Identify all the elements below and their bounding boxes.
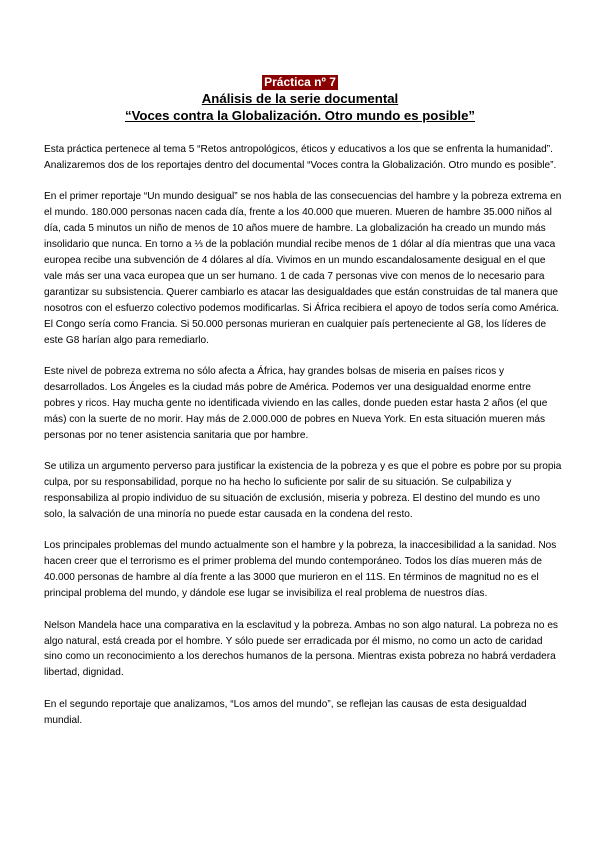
paragraph-rich-countries-poverty: Este nivel de pobreza extrema no sólo afecta a África, hay grandes bolsas de miseria en países ricos y desarrollados. Los Ángeles es la ciudad más pobre de América. Podemos ver una desigualdad enorme entre pobres y ricos. Hay mucha gente no identificada viviendo en las calles, donde pueden estar hasta 2 años (el que más) con la suerte de no morir. Hay más de 2.000.000 de pobres en Nueva York. En esta situación mueren más personas por no tener asistencia sanitaria que por hambre.: [44, 366, 548, 441]
paragraph-mandela: Nelson Mandela hace una comparativa en la esclavitud y la pobreza. Ambas no son algo natural. La pobreza no es algo natural, está creada por el hombre. Y sólo puede ser erradicada por él mismo, no como un acto de caridad sino como un reconocimiento a los derechos humanos de la persona. Mientras exista pobreza no habrá verdadera libertad, dignidad.: [44, 619, 558, 679]
paragraph-second-report: En el segundo reportaje que analizamos, “Los amos del mundo”, se reflejan las causas de esta desigualdad mundial.: [44, 698, 527, 726]
paragraph-main-problems: Los principales problemas del mundo actualmente son el hambre y la pobreza, la inaccesibilidad a la sanidad. Nos hacen creer que el terrorismo es el primer problema del mundo contemporáneo. Todos los días mueren más de 40.000 personas de hambre al día frente a las 3000 que murieron en el 11S. En términos de magnitud no es el principal problema del mundo, y dándole ese lugar se invisibiliza el real problema de nuestros días.: [44, 540, 557, 600]
document-header: [0, 73, 600, 124]
document-title-line-2: “Voces contra la Globalización. Otro mundo es posible”: [124, 107, 476, 123]
paragraph-intro: Esta práctica pertenece al tema 5 “Retos antropológicos, éticos y educativos a los que se enfrenta la humanidad”. Analizaremos dos de los reportajes dentro del documental “Voces contra la Globalización. Otro mundo es posible”.: [44, 144, 557, 171]
paragraph-blame-argument: Se utiliza un argumento perverso para justificar la existencia de la pobreza y es que el pobre es pobre por su propia culpa, por su responsabilidad, porque no ha hecho lo suficiente por salir de su situación. Se culpabiliza y responsabiliza al propio individuo de su situación de exclusión, miseria y pobreza. El destino del mundo es uno solo, la salvación de una minoría no puede estar causada en la condena del resto.: [44, 461, 562, 520]
document-body: [44, 142, 562, 744]
paragraph-first-report: En el primer reportaje “Un mundo desigual” se nos habla de las consecuencias del hambre y la pobreza extrema en el mundo. 180.000 personas nacen cada día, frente a los 40.000 que mueren. Mueren de hambre 35.000 niños al día, cada 5 minutos un niño de menos de 10 años muere de hambre. La globalización ha creado un mundo más insolidario que nunca. En torno a ⅓ de la población mundial recibe menos de 1 dólar al día mientras que una vaca europea recibe una subvención de 4 dólares al día. Vivimos en un mundo escandalosamente desigual en el que vale más ser una vaca europea que un ser humano. 1 de cada 7 personas vive con menos de lo necesario para garantizar su subsistencia. Querer cambiarlo es atacar las desigualdades que están construidas de tal manera que nosotros con el esfuerzo colectivo podemos modificarlas. Si África recibiera el apoyo de todos sería como América. El Congo sería como Francia. Si 50.000 personas murieran en cualquier país perteneciente al G8, los líderes de este G8 harían algo para remediarlo.: [44, 191, 562, 346]
practice-number-label: Práctica nº 7: [264, 75, 336, 89]
document-title-line-1: Análisis de la serie documental: [201, 91, 399, 106]
